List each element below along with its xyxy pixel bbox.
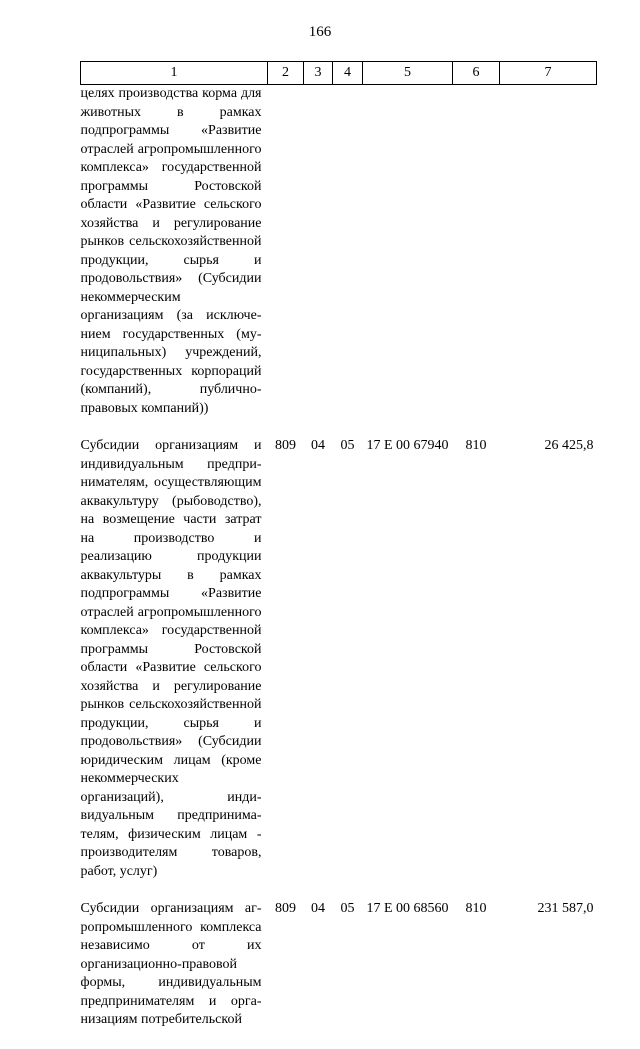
row-amount: 231 587,0 (537, 901, 594, 916)
table-body (81, 85, 597, 1049)
row-amount: 26 425,8 (544, 438, 594, 453)
row-expense-type-code: 810 (465, 901, 487, 916)
row-description: целях производства корма для животных в рамках подпрограммы «Развитие отраслей агропромышленного комплекса» государственной программы Ростовской области «Развитие сельского хозяйства и регулирование рынков сельскохозяйственной продукции, сырья и продовольствия» (Субсидии некоммерческим организациям (за исключением государственных (муниципальных) учреждений, государственных корпораций (компаний), публично-правовых компаний)) (80, 86, 262, 416)
row-target-code: 17 Е 00 68560 (366, 901, 449, 916)
row-section-code: 04 (311, 438, 325, 453)
row-description: Субсидии организациям и индивидуальным предпринимателям, осуществляющим аквакультуру (рыбоводство), на возмещение части затрат на производство и реализацию продукции аквакультуры в рамках подпрограммы «Развитие отраслей агропромышленного комплекса» государственной программы Ростовской области «Развитие сельского хозяйства и регулирование рынков сельскохозяйственной продукции, сырья и продовольствия» (Субсидии юридическим лицам (кроме некоммерческих организаций), индивидуальным предпринимателям, физическим лицам - производителям товаров, работ, услуг) (80, 438, 262, 879)
table-row (81, 900, 597, 1049)
row-section-code (304, 85, 333, 438)
row-expense-type-code: 810 (465, 438, 487, 453)
row-section-code: 04 (311, 901, 325, 916)
header-col-6: 6 (453, 62, 500, 85)
page-number: 166 (308, 24, 332, 40)
header-col-1: 1 (81, 62, 268, 85)
row-target-code: 17 Е 00 67940 (366, 438, 449, 453)
table-header (81, 62, 597, 85)
table-row (81, 85, 597, 438)
row-amount (500, 85, 597, 438)
row-ministry-code (268, 85, 304, 438)
header-row (81, 62, 597, 85)
table-row (81, 437, 597, 900)
row-subsection-code: 05 (340, 438, 355, 453)
row-description: Субсидии организациям агропромышленного комплекса независимо от их организационно-правовой формы, индивидуальным предпринимателям и организациям потребительской (80, 901, 262, 1027)
budget-table (80, 61, 597, 1049)
header-col-7: 7 (500, 62, 597, 85)
row-subsection-code: 05 (340, 901, 355, 916)
row-expense-type-code (453, 85, 500, 438)
row-ministry-code: 809 (275, 438, 296, 453)
header-col-3: 3 (304, 62, 333, 85)
header-col-4: 4 (333, 62, 363, 85)
header-col-2: 2 (268, 62, 304, 85)
row-target-code (363, 85, 453, 438)
row-subsection-code (333, 85, 363, 438)
header-col-5: 5 (363, 62, 453, 85)
row-ministry-code: 809 (275, 901, 296, 916)
